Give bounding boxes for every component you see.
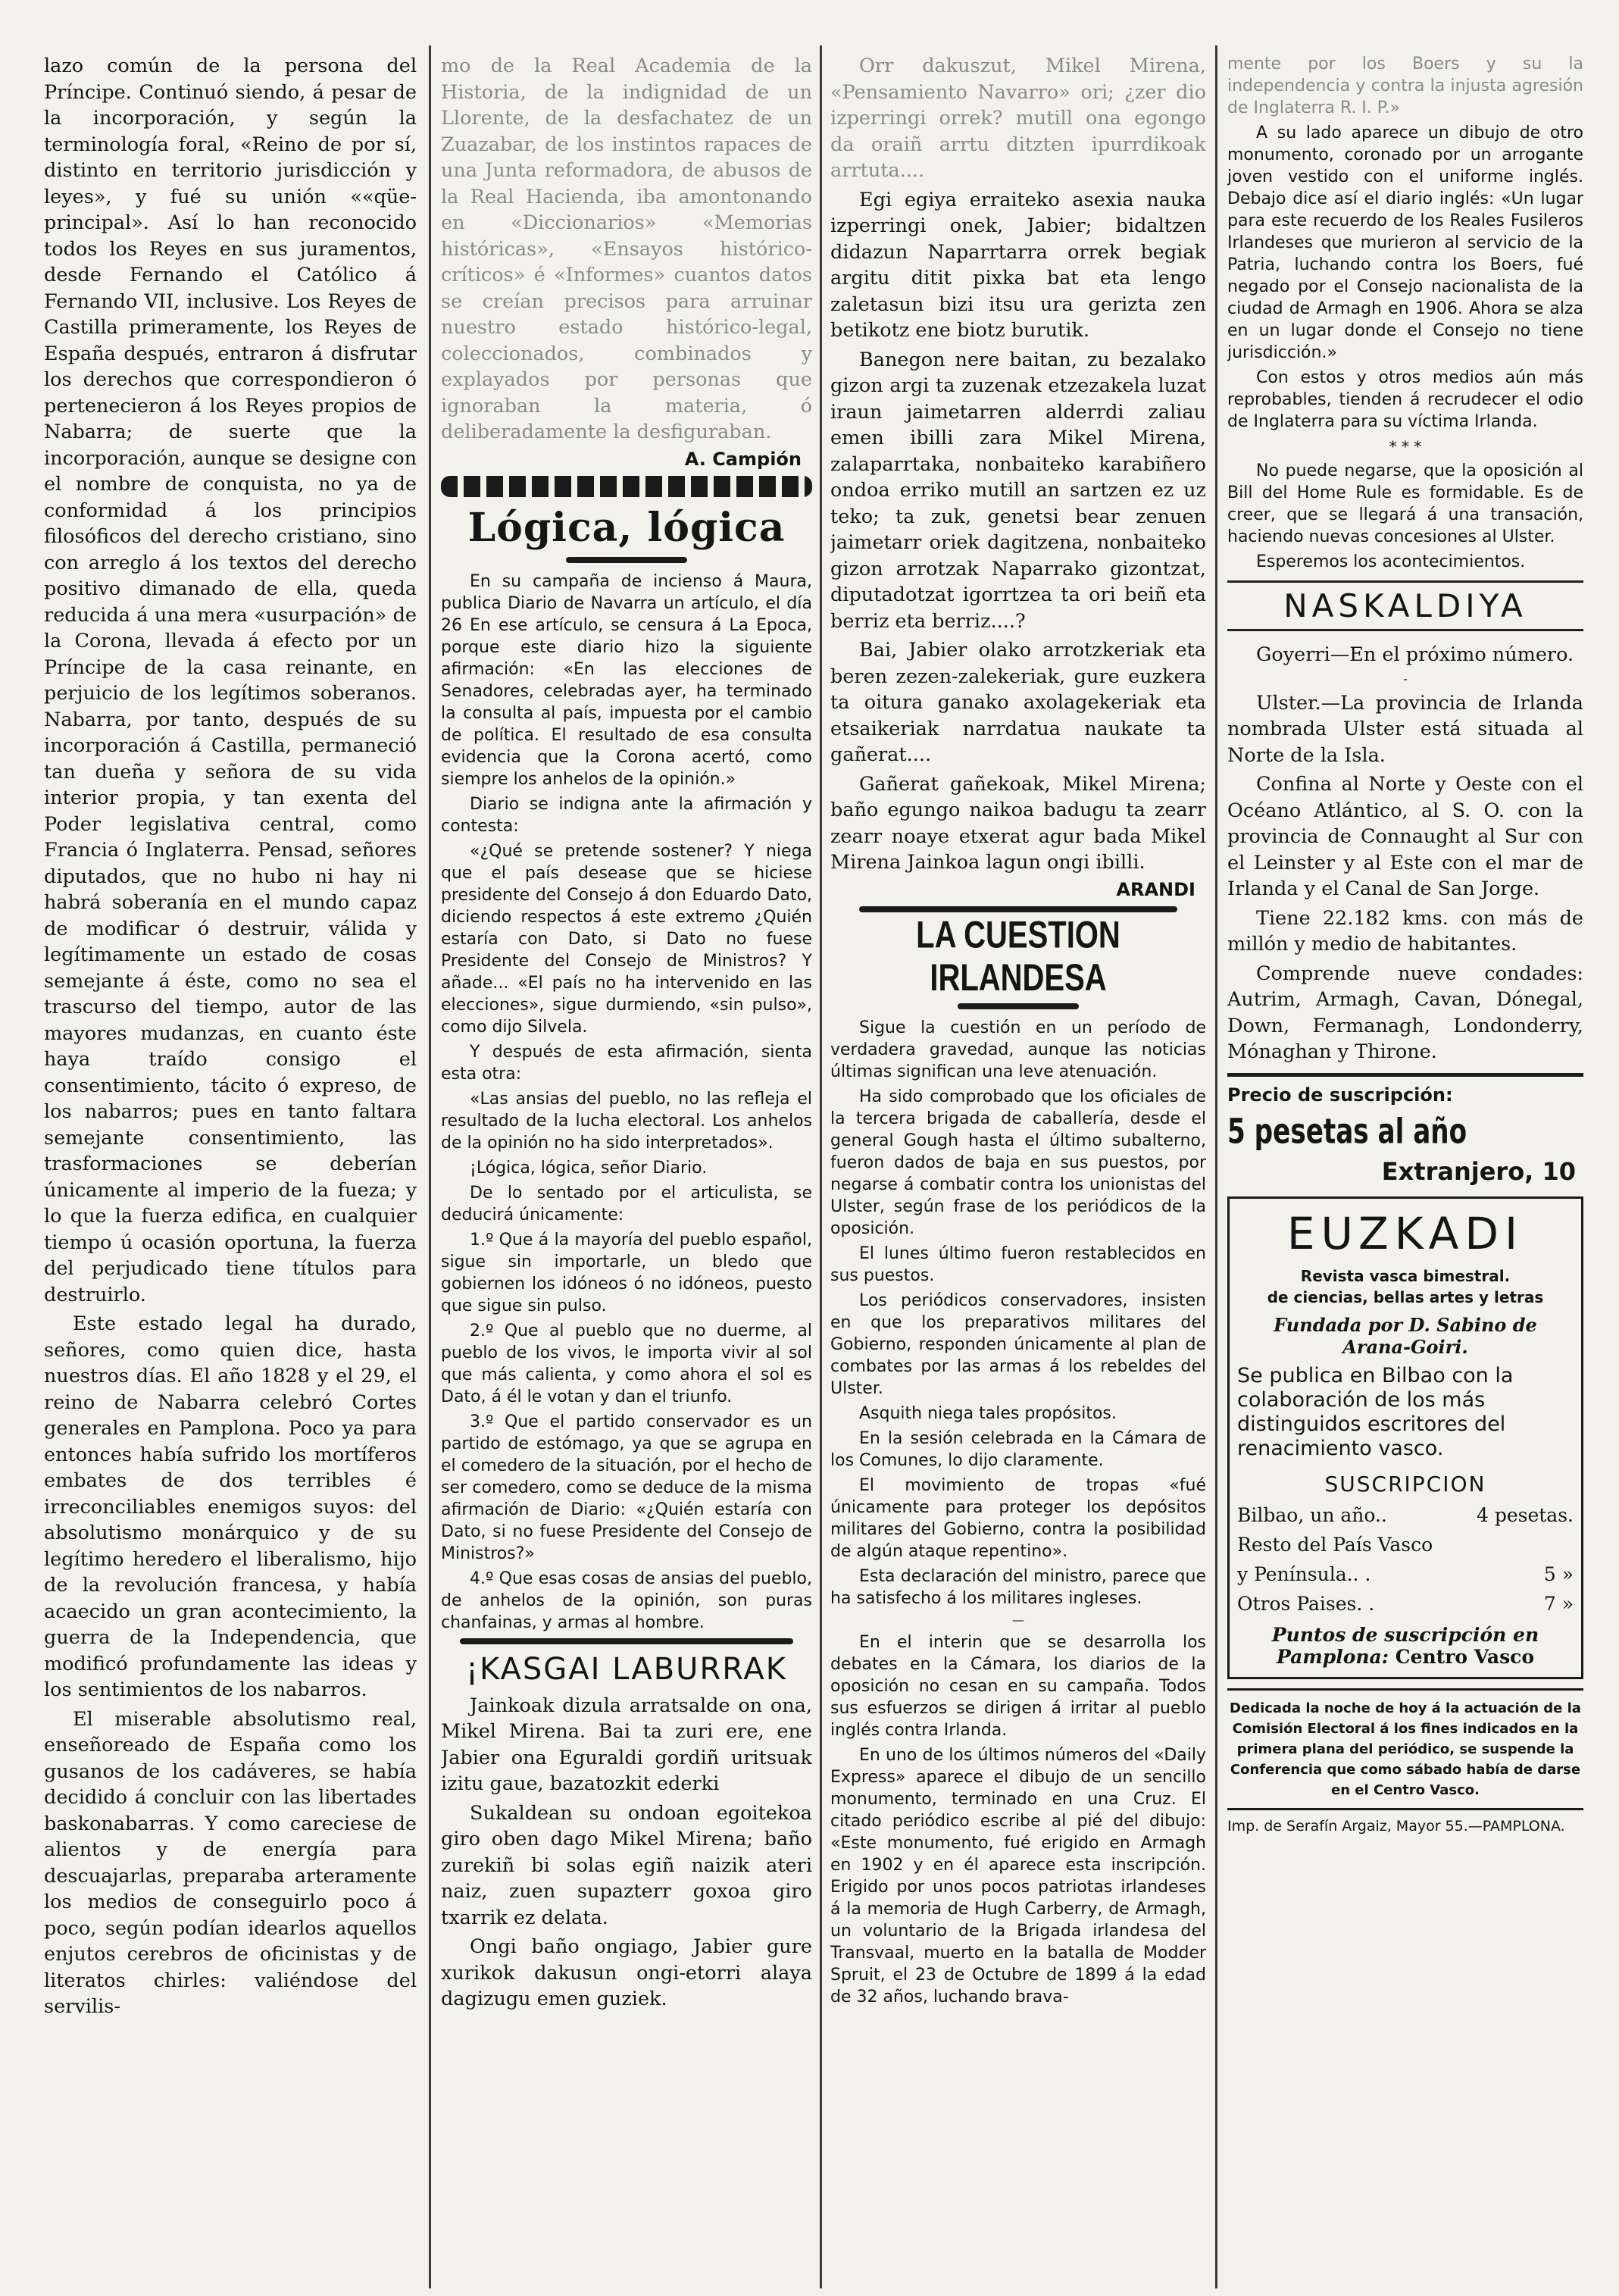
euzkadi-advert — [1227, 1196, 1583, 1679]
logica-article — [441, 571, 812, 1634]
ornament-divider — [460, 1638, 793, 1644]
notice-box — [1227, 1698, 1583, 1800]
article-paragraph: A su lado aparece un dibujo de otro monumento, coronado por un arrogante joven vestido con el uniforme inglés. Debajo dice así el diario inglés: «Un lugar para este recuerdo de los Reales Fusileros Irlandeses que murieron al servicio de la Patria, luchando contra los Boers, fué negado por el Consejo nacionalista de la ciudad de Armagh en 1906. Ahora se alza en un lugar donde el Consejo no tiene jurisdicción.» — [1227, 124, 1583, 362]
ornament-divider — [441, 476, 812, 497]
author-signature: A. Campión — [684, 448, 802, 470]
article-paragraph: 1.º Que á la mayoría del pueblo español, sigue sin importarle, un bledo que gobiernen los idóneos ó no idóneos, puesto que sigue sin pulso. — [441, 1230, 812, 1315]
article-paragraph: Sigue la cuestión en un período de verdadera gravedad, aunque las noticias últimas significan una leve atenuación. — [830, 1018, 1206, 1081]
article-paragraph: lazo común de la persona del Príncipe. Continuó siendo, á pesar de la incorporación, y según la terminología foral, «Reino de por sí, distinto en territorio jurisdicción y leyes», y fué su unión ««qüe-principal». Así lo han reconocido todos los Reyes en sus juramentos, desde Fernando el Católico á Fernando VII, inclusive. Los Reyes de Castilla primeramente, los Reyes de España después, entraron á disfrutar los derechos que correspondieron ó pertenecieron á los Reyes propios de Nabarra; de suerte que la incorporación, aunque se designe con el nombre de conquista, no ya de conformidad á los principios filosóficos del derecho cristiano, sino con arreglo á los textos del derecho positivo dimanado de ella, queda reducida á una mera «usurpación» de la Corona, llevada á efecto por un Príncipe de la casa reinante, en perjuicio de los legítimos soberanos. Nabarra, por tanto, después de su incorporación á Castilla, permaneció tan dueña y señora de su vida interior propia, y tan exenta del Poder legislativa central, como Francia ó Inglaterra. Pensad, señores diputados, que no hubo ni hay ni habrá soberanía en el mundo capaz de modificar ó destruir, válida y legítimamente un estado de cosas semejante á éste, como no sea el trascurso del tiempo, autor de las mayores mudanzas, en cuanto éste haya traído consigo el consentimiento, tácito ó expreso, de los nabarros; pues en tanto faltara semejante consentimiento, las trasformaciones se deberían únicamente al imperio de la fueza; y lo que la fuerza edifica, en cualquier tiempo ú ocasión oportuna, la fuerza del perjudicado tiene títulos para destruirlo. — [44, 55, 417, 1306]
article-paragraph: mo de la Real Academia de la Historia, de la indignidad de un Llorente, de la desfachatez de un Zuazabar, de los instintos rapaces de una Junta reformadora, de abusos de la Real Hacienda, iba amontonando en «Diccionarios» «Memorias históricas», «Ensayos histórico-críticos» é «Informes» cuantos datos se creían precisos para arruinar nuestro estado histórico-legal, coleccionados, combinados y explayados por personas que ignoraban la materia, ó deliberadamente la desfiguraban. — [441, 55, 812, 443]
cuestion-article — [830, 1017, 1206, 2008]
article-paragraph: Confina al Norte y Oeste con el Océano Atlántico, al S. O. con la provincia de Connaught al Sur con el Leinster y al Este con el mar de Irlanda y el Canal de San Jorge. — [1227, 773, 1583, 900]
short-dash: - — [1403, 671, 1408, 686]
article-paragraph: Y después de esta afirmación, sienta esta otra: — [441, 1042, 812, 1084]
euzkadi-points — [1237, 1624, 1574, 1668]
article-paragraph: mente por los Boers y su la independencia y contra la injusta agresión de Inglaterra R. I. P.» — [1227, 55, 1583, 117]
column-3 — [830, 53, 1206, 2281]
subscription-price: 5 pesetas al año — [1227, 1111, 1467, 1151]
article-paragraph: Ha sido comprobado que los oficiales de la tercera brigada de caballería, desde el general Gough hasta el último subalterno, fueron dados de baja en sus puestos, por negarse á combatir contra los unionistas del Ulster, según frase de los periódicos de la oposición. — [830, 1087, 1206, 1238]
article-paragraph: Los periódicos conservadores, insisten en que los preparativos militares del Gobierno, responden únicamente al plan de combates por las armas á los rebeldes del Ulster. — [830, 1290, 1206, 1398]
article-paragraph: ¡Lógica, lógica, señor Diario. — [470, 1158, 708, 1178]
headline-cuestion-irlandesa: LA CUESTION IRLANDESA — [916, 914, 1120, 999]
section-divider — [1227, 1073, 1583, 1077]
article-paragraph: Diario se indigna ante la afirmación y contesta: — [441, 794, 812, 836]
article-paragraph: Banegon nere baitan, zu bezalako gizon argi ta zuzenak etzezakela luzat iraun jaimetarren alderrdi zaliau emen ibilli zara Mikel Mirena, zalaparrtaka, nonbaiteko karabiñero ondoa erriko mutill an sartzen ez uz teko; ta zuk, genetsi bear zenuen jaimetarr oriek dagitzena, nonbaiteko gizon arrotzak Naparrako gizontzat, diputadotzat igorrtzea ta ori beiñ eta berriz eta berriz....? — [830, 348, 1206, 633]
price-row — [1237, 1534, 1574, 1556]
price-row — [1237, 1593, 1574, 1615]
short-dash: — — [1012, 1612, 1024, 1627]
column-4 — [1227, 53, 1583, 2281]
article-paragraph: Esperemos los acontecimientos. — [1256, 552, 1526, 571]
price-row-label: Otros Paises. . — [1237, 1592, 1375, 1615]
price-row-value: 7 » — [1543, 1592, 1574, 1615]
ornament-divider — [566, 557, 687, 563]
imprint-line: Imp. de Serafín Argaiz, Mayor 55.—PAMPLONA. — [1227, 1817, 1565, 1835]
price-row-label: Bilbao, un año.. — [1237, 1503, 1387, 1526]
article-paragraph: Sukaldean su ondoan egoitekoa giro oben dago Mikel Mirena; baño zurekiñ bi solas egiñ naizik ateri naiz, zuen supazterr goxoa giro txarrik ez delata. — [441, 1801, 812, 1929]
price-row-value: 5 » — [1543, 1562, 1574, 1585]
points-label: Puntos de suscripción en Pamplona: — [1271, 1623, 1539, 1668]
section-divider — [1227, 1808, 1583, 1810]
notice-text: Dedicada la noche de hoy á la actuación de la Comisión Electoral á los fines indicados en la primera plana del periódico, se suspende la Conferencia que como sábado había de darse en el Centro Vasco. — [1230, 1700, 1581, 1798]
ornament-divider — [859, 906, 1177, 912]
price-row — [1237, 1504, 1574, 1526]
article-paragraph: El miserable absolutismo real, enseñoreado de España como los gusanos de los cadáveres, se había decidido á concluir con las libertades baskonabarras. Y como careciese de alientos y de energía para descuajarlas, preparaba arteramente los medios de conseguirlo poco á poco, según podían idearlos aquellos enjutos cerebros de oficinistas y de literatos chirles: valiéndose del servilis- — [44, 1707, 417, 2018]
article-paragraph: Este estado legal ha durado, señores, como quien dice, hasta nuestros días. El año 1828 y el 29, el reino de Nabarra celebró Cortes generales en Pamplona. Poco ya para entonces había sufrido los mortíferos embates de dos terribles é irreconciliables enemigos suyos: del absolutismo monárquico y de su legítimo heredero el liberalismo, hijo de la revolución francesa, y había acaecido un gran acontecimiento, la guerra de la Independencia, que modificó profundamente las ideas y los sentimientos de los nabarros. — [44, 1312, 417, 1701]
euzkadi-subtitle: de ciencias, bellas artes y letras — [1267, 1287, 1544, 1306]
author-signature: ARANDI — [1116, 878, 1195, 900]
price-row-label: Resto del País Vasco — [1237, 1533, 1433, 1556]
article-paragraph: Asquith niega tales propósitos. — [859, 1403, 1117, 1423]
euzkadi-subtitle: Revista vasca bimestral. — [1300, 1266, 1511, 1285]
euzkadi-subscription-title: SUSCRIPCION — [1324, 1471, 1486, 1497]
article-paragraph: Tiene 22.182 kms. con más de millón y medio de habitantes. — [1227, 906, 1583, 956]
headline-naskaldiya: NASKALDIYA — [1227, 580, 1583, 631]
column-1 — [44, 53, 417, 2281]
column-rule — [1215, 45, 1217, 2288]
euzkadi-founder: Fundada por D. Sabino de Arana-Goiri. — [1274, 1313, 1537, 1358]
article-paragraph: Esta declaración del ministro, parece que ha satisfecho á los militares ingleses. — [830, 1566, 1206, 1608]
article-paragraph: De lo sentado por el articulista, se deducirá únicamente: — [441, 1183, 812, 1225]
article-paragraph: 3.º Que el partido conservador es un partido de estómago, ya que se agrupa en el comedero de la situación, por el hecho de ser comedero, como se deduce de la misma afirmación de Diario: «¿Quién estaría con Dato, si no fuese Presidente del Consejo de Ministros?» — [441, 1412, 812, 1563]
article-paragraph: Orr dakuszut, Mikel Mirena, «Pensamiento Navarro» ori; ¿zer dio izperringi orrek? mutill ona egongo da oraiñ arrtu ditzten ipurrdikoak arrtuta.... — [830, 55, 1206, 182]
article-paragraph: Comprende nueve condades: Autrim, Armagh, Cavan, Dónegal, Down, Fermanagh, Londonderry, Mónaghan y Thirone. — [1227, 962, 1583, 1063]
price-row-label: y Península.. . — [1237, 1562, 1371, 1585]
article-paragraph: No puede negarse, que la oposición al Bill del Home Rule es formidable. Es de creer, que se llegará á una transación, haciendo nuevas concesiones al Ulster. — [1227, 461, 1583, 546]
section-divider — [1227, 1688, 1583, 1691]
euzkadi-description: Se publica en Bilbao con la colaboración de los más distinguidos escritores del renacimiento vasco. — [1237, 1363, 1514, 1460]
article-paragraph: 2.º Que al pueblo que no duerme, al pueblo de los vivos, le importa vivir al sol que más calienta, y como ahora el sol es Dato, á él le votan y dan el triunfo. — [441, 1321, 812, 1406]
article-paragraph: 4.º Que esas cosas de ansias del pueblo, de anhelos de la opinión, son puras chanfainas, y armas al hombre. — [441, 1569, 812, 1632]
article-paragraph: Gañerat gañekoak, Mikel Mirena; baño egungo naikoa badugu ta zearr zearr noaye etxerat agur bada Mikel Mirena Jainkoa lagun ongi ibilli. — [830, 772, 1206, 874]
article-paragraph: En el interin que se desarrolla los debates en la Cámara, los diarios de la oposición no cesan en su campaña. Todos sus esfuerzos se dirigen á irritar al pueblo inglés contra Irlanda. — [830, 1632, 1206, 1740]
article-paragraph: El movimiento de tropas «fué únicamente para proteger los depósitos militares del Gobierno, contra la posibilidad de algún ataque repentino». — [830, 1475, 1206, 1561]
headline-kasgai: ¡KASGAI LABURRAK — [465, 1651, 788, 1687]
article-paragraph: Goyerri—En el próximo número. — [1256, 643, 1574, 666]
article-paragraph: Jainkoak dizula arratsalde on ona, Mikel Mirena. Bai ta zuri ere, ene Jabier ona Eguraldi gordiñ uritsuak izitu gaue, bazatozkit ederki — [441, 1694, 812, 1795]
price-row — [1237, 1563, 1574, 1585]
article-paragraph: Egi egiya erraiteko asexia nauka izperringi onek, Jabier; bidaltzen didazun Naparrtarra orrek begiak argitu ditit pixka bat eta lengo zaletasun bizi itsu ura gerizta zen betikotz ene biotz burutik. — [830, 188, 1206, 342]
subscription-label: Precio de suscripción: — [1227, 1084, 1453, 1106]
points-place: Centro Vasco — [1395, 1645, 1535, 1668]
headline-logica: Lógica, lógica — [467, 504, 786, 551]
article-paragraph: En la sesión celebrada en la Cámara de los Comunes, lo dijo claramente. — [830, 1428, 1206, 1470]
asterism: * * * — [1389, 437, 1422, 455]
article-paragraph: «Las ansias del pueblo, no las refleja el resultado de la lucha electoral. Los anhelos de la opinión no ha sido interpretados». — [441, 1089, 812, 1153]
price-row-value: 4 pesetas. — [1476, 1503, 1574, 1526]
cuestion-continued — [1227, 53, 1583, 573]
column-rule — [820, 45, 822, 2288]
article-paragraph: El lunes último fueron restablecidos en sus puestos. — [830, 1243, 1206, 1285]
article-paragraph: Ongi baño ongiago, Jabier gure xurikok dakusun ongi-etorri alaya dagizugu emen guziek. — [441, 1935, 812, 2010]
article-paragraph: En su campaña de incienso á Maura, publica Diario de Navarra un artículo, el día 26 En ese artículo, se censura á La Epoca, porque este diario hizo la siguiente afirmación: «En las elecciones de Senadores, celebradas ayer, ha terminado la consulta al país, impuesta por el cambio de política. El resultado de esa consulta evidencia que la Corona acertó, como siempre los anhelos de la opinión.» — [441, 571, 812, 789]
article-paragraph: «¿Qué se pretende sostener? Y niega que el país desease que se hiciese presidente del Consejo á don Eduardo Dato, diciendo respectos á este extremo ¿Quién estaría con Dato, si Dato no fuese Presidente del Consejo de Ministros? Y añade... «El país no ha intervenido en las elecciones», sigue durmiendo, «sin pulso», como dijo Silvela. — [441, 841, 812, 1037]
article-paragraph: Ulster.—La provincia de Irlanda nombrada Ulster está situada al Norte de la Isla. — [1227, 691, 1583, 767]
article-paragraph: En uno de los últimos números del «Daily Express» aparece el dibujo de un sencillo monumento, terminado en una Cruz. El citado periódico escribe al pié del dibujo: «Este monumento, fué erigido en Armagh en 1902 y en él aparece esta inscripción. Erigido por unos pocos patriotas irlandeses á la memoria de Hugh Carberry, de Armagh, un voluntario de la Brigada irlandesa del Transvaal, muerto en la batalla de Modder Spruit, el 23 de Octubre de 1899 á la edad de 32 años, luchando brava- — [830, 1745, 1206, 2007]
article-paragraph: Con estos y otros medios aún más reprobables, tienden á recrudecer el odio de Inglaterra para su víctima Irlanda. — [1227, 368, 1583, 431]
column-rule — [429, 45, 431, 2288]
euzkadi-title: EUZKADI — [1286, 1207, 1524, 1259]
column-2 — [441, 53, 812, 2281]
article-paragraph: Bai, Jabier olako arrotzkeriak eta beren zezen-zalekeriak, gure euzkera ta oitura ganako axolagekeriak eta etsaikeriak narrdatua naukate ta gañerat.... — [830, 639, 1206, 766]
subscription-foreign: Extranjero, 10 — [1381, 1156, 1576, 1186]
ornament-divider — [958, 1003, 1079, 1009]
